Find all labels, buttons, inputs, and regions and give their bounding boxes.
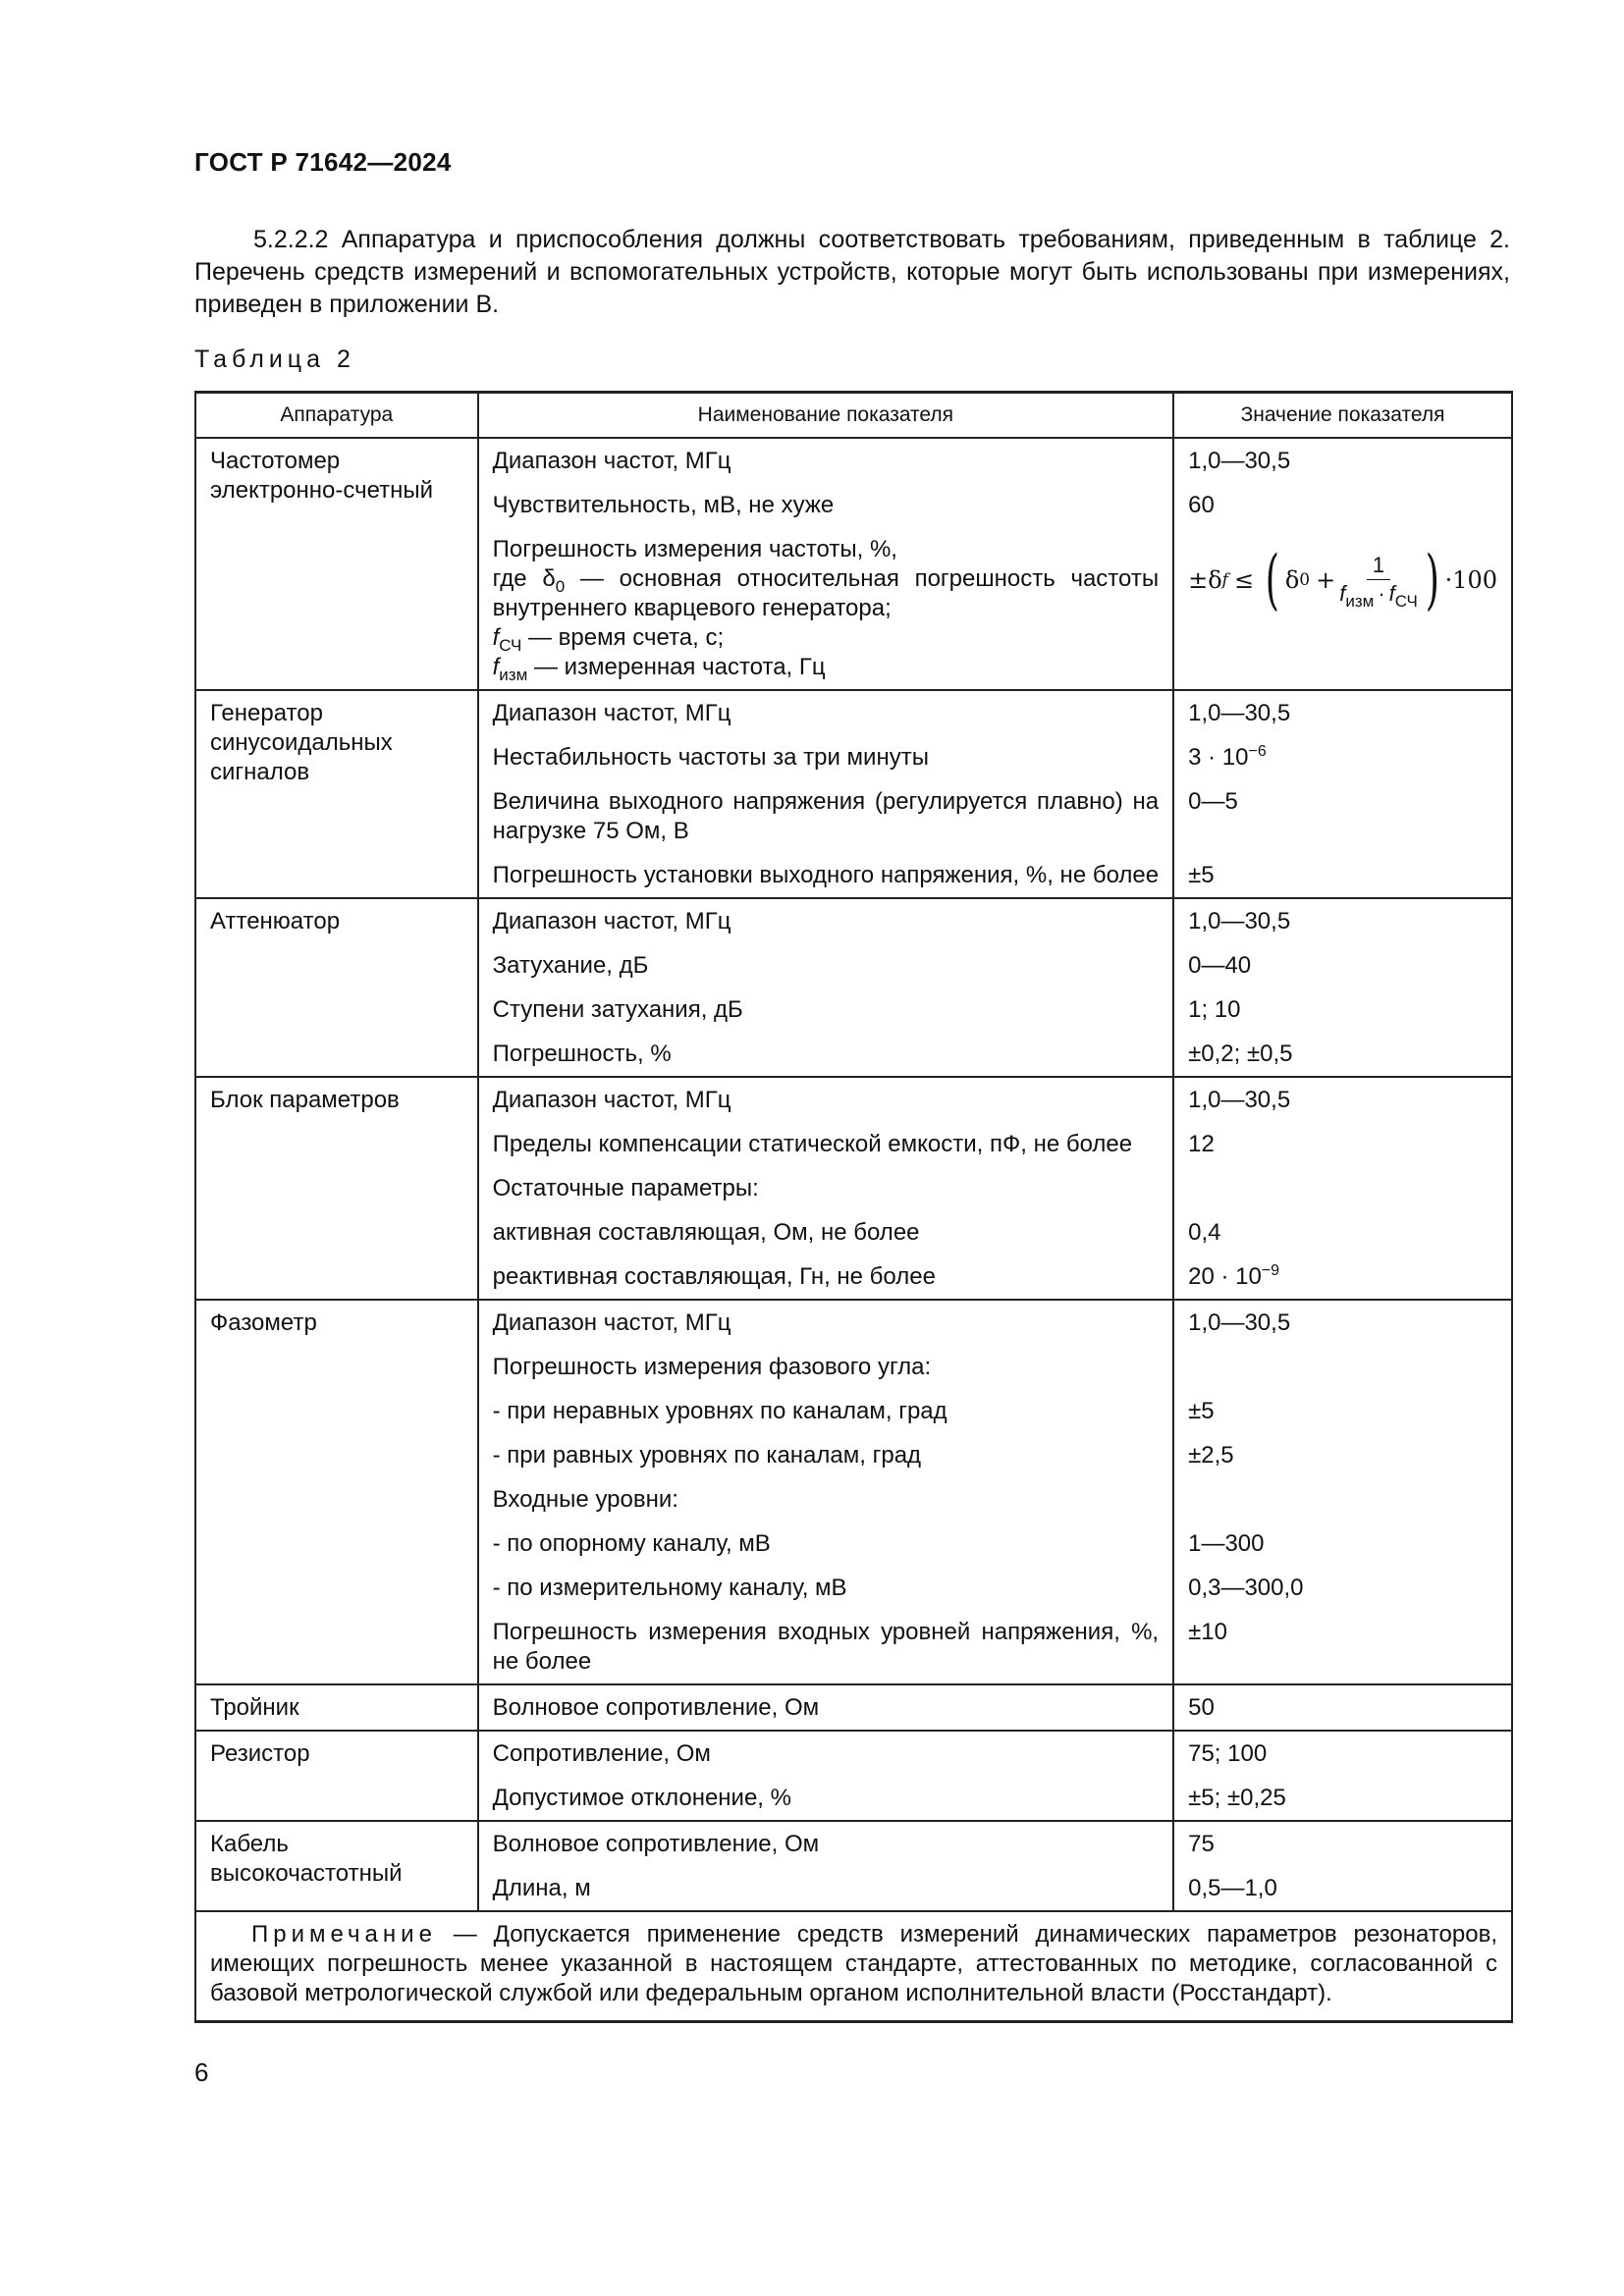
- intro-paragraph: [194, 224, 1510, 321]
- table-row: [195, 438, 1512, 483]
- header-value: Значение показателя: [1173, 393, 1512, 439]
- apparatus-cell: Частотомер электронно-счетный: [195, 438, 478, 690]
- value-cell: 0,3—300,0: [1173, 1566, 1512, 1610]
- apparatus-cell: Блок параметров: [195, 1077, 478, 1300]
- header-indicator: Наименование показателя: [478, 393, 1173, 439]
- frequency-error-formula: ±δ f ≤ ( δ 0 + $\frac{1}{f_{изм} \cdot f_{СЧ}}$ ) ·100: [1188, 542, 1497, 617]
- table-row: [195, 898, 1512, 943]
- intro-paragraph-text: 5.2.2.2 Аппаратура и приспособления должны соответствовать требованиям, приведенным в таблице 2. Перечень средств измерений и вспомогательных устройств, которые могут быть использованы при измерениях, приведен в приложении В.: [194, 226, 1510, 318]
- value-cell: 1,0—30,5: [1173, 898, 1512, 943]
- note-label: Примечание: [251, 1921, 437, 1948]
- table-caption: Таблица 2: [194, 346, 355, 373]
- indicator-cell: Волновое сопротивление, Ом: [478, 1684, 1173, 1731]
- value-cell: 0—40: [1173, 943, 1512, 988]
- value-cell: ±10: [1173, 1610, 1512, 1684]
- indicator-cell: Диапазон частот, МГц: [478, 898, 1173, 943]
- value-cell-formula: [1173, 527, 1512, 690]
- indicator-cell: активная составляющая, Ом, не более: [478, 1210, 1173, 1255]
- value-cell: ±5; ±0,25: [1173, 1776, 1512, 1821]
- note-text: — Допускается применение средств измерений динамических параметров резонаторов, имеющих погрешность менее указанной в настоящем стандарте, аттестованных по методике, согласованной с базовой метрологической службой или федеральным органом исполнительной власти (Росстандарт).: [210, 1921, 1497, 2006]
- table-row: [195, 1684, 1512, 1731]
- apparatus-table: [194, 391, 1513, 2023]
- value-cell: $20 \cdot 10^{-9}$: [1173, 1255, 1512, 1300]
- indicator-cell: - при равных уровнях по каналам, град: [478, 1433, 1173, 1477]
- apparatus-cell: Кабель высокочастотный: [195, 1821, 478, 1911]
- indicator-cell: Диапазон частот, МГц: [478, 1077, 1173, 1122]
- value-cell: ±5: [1173, 853, 1512, 898]
- value-cell: ±0,2; ±0,5: [1173, 1032, 1512, 1077]
- table-note-row: [195, 1911, 1512, 2022]
- indicator-cell: Нестабильность частоты за три минуты: [478, 735, 1173, 779]
- indicator-cell: Диапазон частот, МГц: [478, 690, 1173, 735]
- value-cell: 75: [1173, 1821, 1512, 1866]
- apparatus-cell: Фазометр: [195, 1300, 478, 1684]
- formula-desc-line1: Погрешность измерения частоты, %,: [492, 536, 897, 562]
- value-cell: 75; 100: [1173, 1731, 1512, 1776]
- value-cell: 0,5—1,0: [1173, 1866, 1512, 1911]
- value-cell: 0—5: [1173, 779, 1512, 853]
- document-header: ГОСТ Р 71642—2024: [194, 147, 452, 177]
- indicator-cell: Ступени затухания, дБ: [478, 988, 1173, 1032]
- value-cell: 0,4: [1173, 1210, 1512, 1255]
- table-row: [195, 1821, 1512, 1866]
- value-cell: 1; 10: [1173, 988, 1512, 1032]
- indicator-cell-formula-description: [478, 527, 1173, 690]
- indicator-cell: Затухание, дБ: [478, 943, 1173, 988]
- indicator-cell: - по измерительному каналу, мВ: [478, 1566, 1173, 1610]
- value-cell: ±5: [1173, 1389, 1512, 1433]
- value-cell: 1,0—30,5: [1173, 1077, 1512, 1122]
- indicator-cell: Диапазон частот, МГц: [478, 1300, 1173, 1345]
- page-number: 6: [194, 2057, 209, 2087]
- indicator-cell: Погрешность измерения входных уровней напряжения, %, не более: [478, 1610, 1173, 1684]
- value-cell: [1173, 1166, 1512, 1210]
- value-cell: 1,0—30,5: [1173, 1300, 1512, 1345]
- indicator-cell: Остаточные параметры:: [478, 1166, 1173, 1210]
- indicator-cell: - по опорному каналу, мВ: [478, 1522, 1173, 1566]
- indicator-cell: реактивная составляющая, Гн, не более: [478, 1255, 1173, 1300]
- indicator-cell: Входные уровни:: [478, 1477, 1173, 1522]
- apparatus-cell: Аттенюатор: [195, 898, 478, 1077]
- value-cell: 1—300: [1173, 1522, 1512, 1566]
- table-row: [195, 1300, 1512, 1345]
- table-row: [195, 1731, 1512, 1776]
- indicator-cell: Допустимое отклонение, %: [478, 1776, 1173, 1821]
- value-cell: [1173, 1477, 1512, 1522]
- indicator-cell: Погрешность измерения фазового угла:: [478, 1345, 1173, 1389]
- value-cell: [1173, 1345, 1512, 1389]
- value-cell: 1,0—30,5: [1173, 690, 1512, 735]
- table-note: [195, 1911, 1512, 2022]
- table-row: [195, 1077, 1512, 1122]
- formula-fraction: $\frac{1}{f_{изм} \cdot f_{СЧ}}$: [1339, 553, 1418, 611]
- indicator-cell: Сопротивление, Ом: [478, 1731, 1173, 1776]
- indicator-cell: - при неравных уровнях по каналам, град: [478, 1389, 1173, 1433]
- formula-desc-line3: $f_{СЧ}$ — время счета, с;: [492, 624, 725, 655]
- header-apparatus: Аппаратура: [195, 393, 478, 439]
- value-cell: 50: [1173, 1684, 1512, 1731]
- value-cell: 12: [1173, 1122, 1512, 1166]
- indicator-cell: Погрешность установки выходного напряжения, %, не более: [478, 853, 1173, 898]
- value-cell: 1,0—30,5: [1173, 438, 1512, 483]
- apparatus-cell: Резистор: [195, 1731, 478, 1821]
- value-cell: $3 \cdot 10^{-6}$: [1173, 735, 1512, 779]
- value-cell: ±2,5: [1173, 1433, 1512, 1477]
- apparatus-cell: Генератор синусоидальных сигналов: [195, 690, 478, 898]
- indicator-cell: Волновое сопротивление, Ом: [478, 1821, 1173, 1866]
- table-row: [195, 690, 1512, 735]
- formula-desc-line4: $f_{изм}$ — измеренная частота, Гц: [492, 654, 826, 684]
- formula-desc-line2: где $\delta_0$ — основная относительная погрешность частоты внутреннего кварцевого генератора;: [492, 565, 1160, 621]
- value-cell: 60: [1173, 483, 1512, 527]
- indicator-cell: Величина выходного напряжения (регулируется плавно) на нагрузке 75 Ом, В: [478, 779, 1173, 853]
- indicator-cell: Длина, м: [478, 1866, 1173, 1911]
- indicator-cell: Пределы компенсации статической емкости, пФ, не более: [478, 1122, 1173, 1166]
- indicator-cell: Погрешность, %: [478, 1032, 1173, 1077]
- apparatus-cell: Тройник: [195, 1684, 478, 1731]
- indicator-cell: Диапазон частот, МГц: [478, 438, 1173, 483]
- table-header-row: [195, 393, 1512, 439]
- indicator-cell: Чувствительность, мВ, не хуже: [478, 483, 1173, 527]
